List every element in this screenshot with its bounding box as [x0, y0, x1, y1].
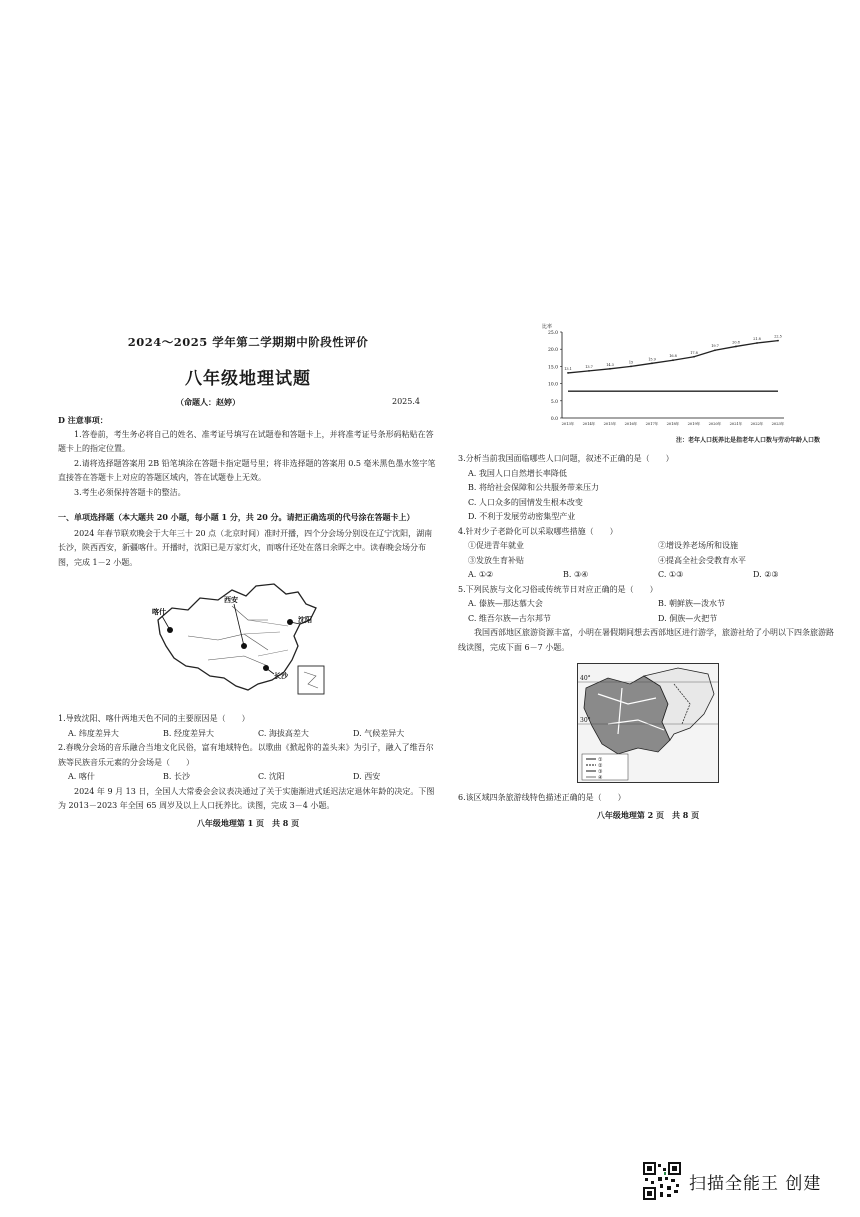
y-tick-label: 10.0: [547, 382, 558, 388]
west-tour-routes-map: [577, 663, 719, 783]
notes-heading: D 注意事项：: [58, 415, 108, 425]
dependency-ratio-chart: [540, 322, 790, 434]
notes-item-3: 3.考生必须保持答题卡的整洁。: [74, 487, 186, 497]
x-tick-label: 2020年: [708, 422, 722, 426]
q4-option-d: D. ②③: [753, 570, 779, 579]
china-outline-map: [148, 580, 348, 700]
data-point: [588, 370, 590, 372]
section1-heading: 一、单项选择题（本大题共 20 小题，每小题 1 分，共 20 分。请把正确选项的代号涂在答题卡上）: [58, 512, 415, 522]
data-label: 14.3: [606, 362, 614, 367]
x-tick-label: 2017年: [645, 422, 659, 426]
chart-note: 注：老年人口抚养比是指老年人口数与劳动年龄人口数: [675, 437, 820, 444]
data-point: [630, 366, 632, 368]
right-page: [458, 322, 838, 821]
data-label: 21.8: [753, 337, 761, 342]
section3-intro: 我国西部地区旅游资源丰富，小明在暑假期间想去西部地区进行游学，旅游社给了小明以下四条旅游路线读图，完成下面 6－7 小题。: [458, 628, 834, 652]
x-tick-label: 2014年: [582, 422, 596, 426]
data-point: [714, 349, 716, 351]
lat-30-label: 30°: [580, 717, 591, 724]
q2-options: [58, 770, 438, 785]
y-tick-label: 15.0: [547, 365, 558, 371]
gala-venue-map: [148, 580, 348, 700]
data-point: [609, 368, 611, 370]
q4-option-a: A. ①②: [468, 570, 494, 579]
q5-option-a: A. 傣族—那达慕大会: [468, 599, 543, 608]
notes-item-2: 2.请将选择题答案用 2B 铅笔填涂在答题卡指定题号里；将非选择题的答案用 0.5 毫米黑色墨水签字笔直接答在答题卡上对应的答题区域内，答在试题卷上无效。: [58, 458, 436, 482]
exam-date: 2025.4: [392, 397, 420, 406]
q5-options: [458, 597, 838, 626]
q4-measure-4: ④提高全社会受教育水平: [658, 555, 746, 565]
data-label: 22.5: [774, 334, 782, 339]
exam-term: 2024～2025 学年第二学期期中阶段性评价: [127, 335, 369, 349]
tour-map-legend: [582, 754, 628, 780]
data-label: 16.8: [669, 354, 677, 359]
watermark-text: 扫描全能王 创建: [689, 1173, 822, 1194]
y-tick-label: 5.0: [550, 399, 558, 405]
label-shenyang: 沈阳: [298, 615, 312, 624]
q1-option-a: A. 纬度差异大: [68, 728, 119, 738]
q4-option-c: C. ①③: [658, 570, 684, 579]
q3-option-a: A. 我国人口自然增长率降低: [468, 468, 567, 478]
data-point: [756, 342, 758, 344]
data-label: 19.7: [711, 344, 719, 349]
data-point: [693, 356, 695, 358]
x-tick-label: 2022年: [750, 422, 764, 426]
q4-option-b: B. ③④: [563, 570, 589, 579]
q4-stem: 4.针对少子老龄化可以采取哪些措施（ ）: [458, 526, 618, 536]
q5-option-d: D. 侗族—火把节: [658, 613, 718, 623]
chart-ylabel: 比率: [542, 324, 553, 330]
x-tick-label: 2021年: [729, 422, 743, 426]
x-tick-label: 2013年: [561, 422, 575, 426]
data-label: 13.7: [585, 364, 593, 369]
section1-intro: 2024 年春节联欢晚会于大年三十 20 点（北京时间）准时开播，四个分会场分别设在辽宁沈阳，湖南长沙，陕西西安，新疆喀什。开播时，沈阳已是万家灯火，而喀什还处在落日余晖之中。读春晚会场分布图，完成 1－2 小题。: [58, 528, 433, 567]
data-label: 15.9: [648, 357, 656, 362]
data-label: 20.8: [732, 340, 740, 345]
label-xian: 西安: [224, 595, 238, 604]
legend-route-2: ②: [598, 763, 603, 769]
data-point: [651, 362, 653, 364]
x-tick-label: 2019年: [687, 422, 701, 426]
q5-option-c: C. 维吾尔族—古尔邦节: [468, 613, 551, 623]
x-tick-label: 2016年: [624, 422, 638, 426]
data-point: [567, 372, 569, 374]
data-point: [777, 340, 779, 342]
q2-option-b: B. 长沙: [163, 772, 190, 781]
scanner-watermark: [643, 1162, 821, 1200]
q2-option-a: A. 喀什: [68, 772, 95, 781]
data-label: 13.1: [564, 366, 572, 371]
legend-route-1: ①: [598, 757, 603, 763]
tour-map-svg: [578, 664, 718, 782]
lat-40-label: 40°: [580, 675, 591, 682]
q5-option-b: B. 朝鲜族—泼水节: [658, 599, 725, 608]
q5-stem: 5.下列民族与文化习俗或传统节日对应正确的是（ ）: [458, 584, 658, 594]
notes-item-1: 1.答卷前，考生务必将自己的姓名、准考证号填写在试题卷和答题卡上，并将准考证号条形码粘贴在答题卡上的指定位置。: [58, 429, 434, 453]
x-tick-label: 2023年: [771, 422, 785, 426]
q3-option-c: C. 人口众多的国情发生根本改变: [468, 497, 583, 507]
data-point: [735, 346, 737, 348]
q4-measure-2: ②增设养老场所和设施: [658, 541, 738, 550]
left-page: [58, 322, 438, 829]
x-tick-label: 2018年: [666, 422, 680, 426]
q4-measure-1: ①促进青年就业: [468, 541, 524, 550]
q4-options: [458, 568, 838, 583]
y-tick-label: 0.0: [550, 417, 558, 422]
q1-options: [58, 727, 438, 742]
q1-option-d: D. 气候差异大: [353, 728, 405, 738]
legend-route-3: ③: [598, 769, 603, 775]
q4-measures: [458, 539, 838, 568]
q1-option-c: C. 海拔高差大: [258, 728, 309, 738]
y-tick-label: 25.0: [547, 331, 558, 336]
q4-measure-3: ③发放生育补贴: [468, 555, 524, 565]
q3-stem: 3.分析当前我国面临哪些人口问题，叙述不正确的是（ ）: [458, 454, 674, 463]
q1-option-b: B. 经度差异大: [163, 728, 214, 738]
exam-author: （命题人：赵婷）: [176, 397, 240, 407]
q2-stem: 2.春晚分会场的音乐融合当地文化民俗，富有地域特色。以歌曲《掀起你的盖头来》为引子，融入了维吾尔族等民族音乐元素的分会场是（ ）: [58, 743, 434, 767]
label-kashgar: 喀什: [152, 607, 166, 616]
q6-stem: 6.该区域四条旅游线特色描述正确的是（ ）: [458, 793, 626, 802]
x-tick-label: 2015年: [603, 422, 617, 426]
q1-stem: 1.导致沈阳、喀什两地天色不同的主要原因是（ ）: [58, 714, 250, 723]
qr-code-icon: [643, 1162, 681, 1200]
y-tick-label: 20.0: [547, 348, 558, 354]
q2-option-c: C. 沈阳: [258, 772, 285, 781]
exam-meta: [58, 397, 438, 413]
label-changsha: 长沙: [274, 671, 288, 680]
section2-intro: 2024 年 9 月 13 日，全国人大常委会会议表决通过了关于实施渐进式延迟法定退休年龄的决定。下图为 2013－2023 年全国 65 周岁及以上人口抚养比。读图，完成 3－4 小题。: [58, 786, 435, 810]
footer-right: 八年级地理第 2 页 共 8 页: [596, 809, 700, 820]
data-label: 15: [628, 360, 634, 365]
q3-option-b: B. 将给社会保障和公共服务带来压力: [468, 483, 599, 492]
chart-svg: [540, 322, 790, 434]
q2-option-d: D. 西安: [353, 772, 381, 781]
q3-option-d: D. 不利于发展劳动密集型产业: [468, 512, 576, 521]
exam-title: 八年级地理试题: [185, 369, 311, 389]
footer-left: 八年级地理第 1 页 共 8 页: [196, 817, 300, 828]
data-label: 17.8: [690, 350, 698, 355]
data-point: [672, 359, 674, 361]
legend-route-4: ④: [598, 775, 603, 781]
